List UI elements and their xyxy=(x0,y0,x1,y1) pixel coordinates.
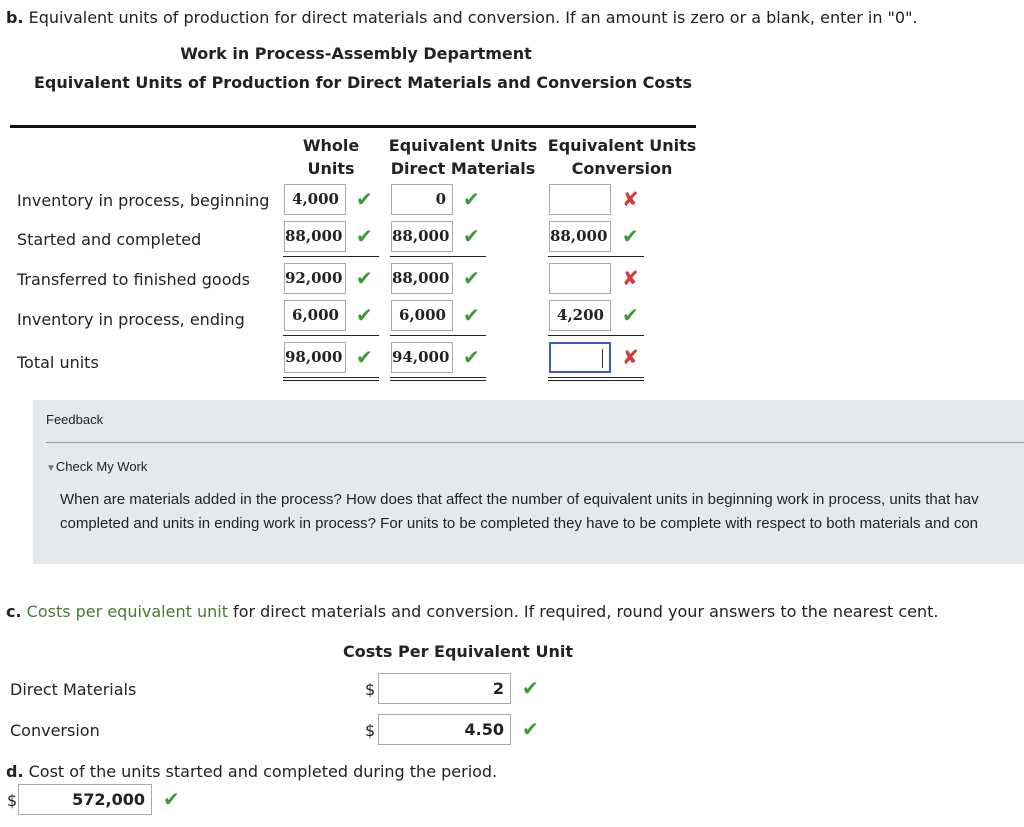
dm-cost-per-unit-input[interactable]: 2 xyxy=(378,673,511,704)
checkmark-icon: ✔ xyxy=(356,187,373,211)
col-header-line: Whole xyxy=(302,136,360,155)
checkmark-icon: ✔ xyxy=(463,224,480,248)
row-label-total: Total units xyxy=(17,353,99,372)
checkmark-icon: ✔ xyxy=(463,187,480,211)
checkmark-icon: ✔ xyxy=(356,224,373,248)
subtotal-rule xyxy=(548,256,644,257)
subtotal-rule xyxy=(283,256,379,257)
total-rule xyxy=(548,335,644,336)
part-d-instruction xyxy=(6,762,497,781)
row-label-beginning: Inventory in process, beginning xyxy=(17,191,270,210)
checkmark-icon: ✔ xyxy=(356,303,373,327)
table-top-rule xyxy=(10,125,696,128)
row-label-transferred: Transferred to finished goods xyxy=(17,270,250,289)
total-double-rule xyxy=(390,377,486,381)
total-rule xyxy=(390,335,486,336)
part-c-instruction xyxy=(6,602,939,621)
currency-symbol: $ xyxy=(365,721,376,740)
col-header-line: Conversion xyxy=(571,159,673,178)
row-label-conversion: Conversion xyxy=(10,721,100,740)
col-header-whole-units xyxy=(290,134,372,180)
table-title-1: Work in Process-Assembly Department xyxy=(180,44,532,63)
conv-ending-input[interactable]: 4,200 xyxy=(549,300,611,331)
whole-units-started-input[interactable]: 88,000 xyxy=(284,221,346,252)
col-header-line: Equivalent Units xyxy=(388,136,538,155)
checkmark-icon: ✔ xyxy=(356,266,373,290)
part-b-instruction-text: Equivalent units of production for direct materials and conversion. If an amount is zero or a blank, enter in "0". xyxy=(28,8,918,27)
feedback-divider xyxy=(46,442,1024,443)
dm-beginning-input[interactable]: 0 xyxy=(391,184,453,215)
part-d-prefix: d. xyxy=(6,762,24,781)
whole-units-ending-input[interactable]: 6,000 xyxy=(284,300,346,331)
checkmark-icon: ✔ xyxy=(463,266,480,290)
currency-symbol: $ xyxy=(365,680,376,699)
part-d-instruction-text: Cost of the units started and completed during the period. xyxy=(28,762,498,781)
total-double-rule xyxy=(548,377,644,381)
whole-units-total-input[interactable]: 98,000 xyxy=(284,342,346,373)
part-c-heading: Costs Per Equivalent Unit xyxy=(343,642,573,661)
row-label-direct-materials: Direct Materials xyxy=(10,680,137,699)
check-my-work-toggle[interactable] xyxy=(46,459,147,474)
triangle-down-icon: ▼ xyxy=(46,463,56,474)
subtotal-rule xyxy=(390,256,486,257)
row-label-started-completed: Started and completed xyxy=(17,230,202,249)
check-my-work-label: Check My Work xyxy=(55,459,148,474)
checkmark-icon: ✔ xyxy=(463,345,480,369)
dm-started-input[interactable]: 88,000 xyxy=(391,221,453,252)
feedback-title: Feedback xyxy=(46,412,104,427)
part-b-prefix: b. xyxy=(6,8,24,27)
conv-beginning-input[interactable] xyxy=(549,184,611,215)
feedback-panel xyxy=(33,400,1024,564)
checkmark-icon: ✔ xyxy=(522,676,539,700)
col-header-conversion xyxy=(546,134,698,180)
table-title-2: Equivalent Units of Production for Direct Materials and Conversion Costs xyxy=(34,73,693,92)
x-mark-icon: ✘ xyxy=(622,266,639,290)
started-completed-cost-input[interactable]: 572,000 xyxy=(18,784,152,815)
col-header-line: Units xyxy=(307,159,355,178)
col-header-line: Equivalent Units xyxy=(547,136,697,155)
conversion-cost-per-unit-input[interactable]: 4.50 xyxy=(378,714,511,745)
total-rule xyxy=(283,335,379,336)
part-c-instruction-text: for direct materials and conversion. If required, round your answers to the nearest cent. xyxy=(227,602,939,621)
dm-total-input[interactable]: 94,000 xyxy=(391,342,453,373)
dm-ending-input[interactable]: 6,000 xyxy=(391,300,453,331)
x-mark-icon: ✘ xyxy=(622,187,639,211)
conv-started-input[interactable]: 88,000 xyxy=(549,221,611,252)
whole-units-beginning-input[interactable]: 4,000 xyxy=(284,184,346,215)
feedback-text-line1: When are materials added in the process? How does that affect the number of equivalent units in beginning work in process, units that hav xyxy=(60,491,979,508)
total-double-rule xyxy=(283,377,379,381)
col-header-line: Direct Materials xyxy=(390,159,536,178)
x-mark-icon: ✘ xyxy=(622,345,639,369)
whole-units-transferred-input[interactable]: 92,000 xyxy=(284,263,346,294)
part-b-instruction xyxy=(6,8,918,27)
col-header-direct-materials xyxy=(384,134,542,180)
feedback-text-line2: completed and units in ending work in process? For units to be completed they have to be complete with respect to both materials and con xyxy=(60,515,979,532)
checkmark-icon: ✔ xyxy=(622,224,639,248)
conv-transferred-input[interactable] xyxy=(549,263,611,294)
costs-per-equivalent-unit-link[interactable]: Costs per equivalent unit xyxy=(26,602,228,621)
text-cursor xyxy=(602,349,603,368)
checkmark-icon: ✔ xyxy=(463,303,480,327)
checkmark-icon: ✔ xyxy=(522,717,539,741)
row-label-ending: Inventory in process, ending xyxy=(17,310,245,329)
dm-transferred-input[interactable]: 88,000 xyxy=(391,263,453,294)
currency-symbol: $ xyxy=(7,791,18,810)
checkmark-icon: ✔ xyxy=(356,345,373,369)
checkmark-icon: ✔ xyxy=(622,303,639,327)
conv-total-input[interactable] xyxy=(549,342,611,373)
checkmark-icon: ✔ xyxy=(163,787,180,811)
part-c-prefix: c. xyxy=(6,602,22,621)
